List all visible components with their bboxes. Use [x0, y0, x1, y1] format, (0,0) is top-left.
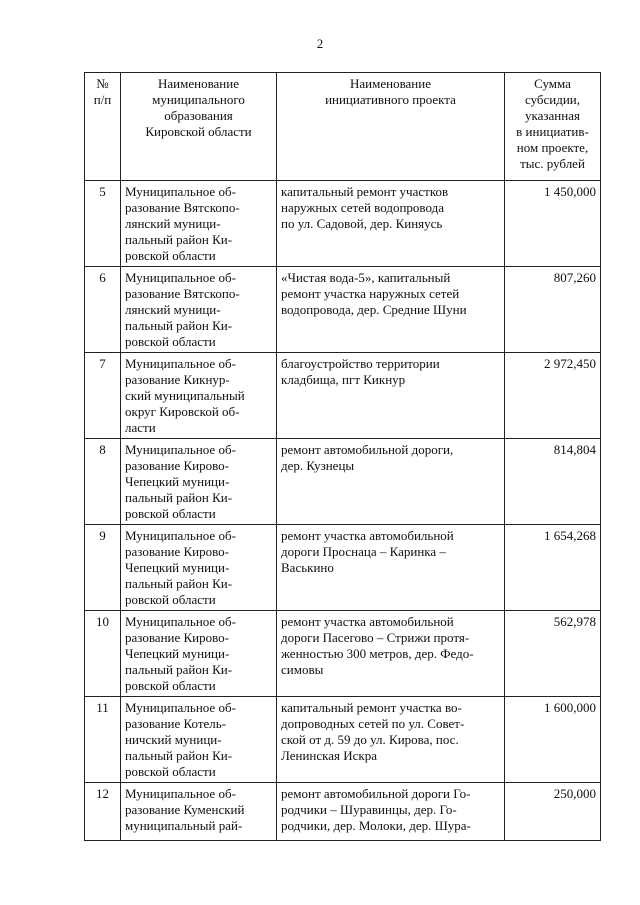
row-municipality: Муниципальное об- разование Вятскопо- лянский муници- пальный район Ки- ровской области: [121, 181, 277, 267]
row-number: 8: [85, 439, 121, 525]
header-number: № п/п: [85, 73, 121, 181]
table-row: [85, 525, 601, 611]
row-number: 6: [85, 267, 121, 353]
row-amount: 814,804: [505, 439, 601, 525]
table-row: [85, 353, 601, 439]
row-number: 9: [85, 525, 121, 611]
table-header-row: [85, 73, 601, 181]
table-row: [85, 439, 601, 525]
row-project: ремонт автомобильной дороги Го- родчики – Шуравинцы, дер. Го- родчики, дер. Молоки, дер. Шура-: [277, 783, 505, 841]
row-project: капитальный ремонт участков наружных сетей водопровода по ул. Садовой, дер. Киняусь: [277, 181, 505, 267]
row-municipality: Муниципальное об- разование Котель- ничский муници- пальный район Ки- ровской области: [121, 697, 277, 783]
row-amount: 1 600,000: [505, 697, 601, 783]
row-number: 5: [85, 181, 121, 267]
subsidy-table: [84, 72, 601, 841]
row-project: «Чистая вода-5», капитальный ремонт участка наружных сетей водопровода, дер. Средние Шуни: [277, 267, 505, 353]
table-row: [85, 783, 601, 841]
header-project: Наименование инициативного проекта: [277, 73, 505, 181]
row-amount: 1 450,000: [505, 181, 601, 267]
row-number: 11: [85, 697, 121, 783]
row-project: ремонт участка автомобильной дороги Проснаца – Каринка – Васькино: [277, 525, 505, 611]
table-row: [85, 697, 601, 783]
row-municipality: Муниципальное об- разование Кикнур- ский муниципальный округ Кировской об- ласти: [121, 353, 277, 439]
row-amount: 807,260: [505, 267, 601, 353]
row-project: капитальный ремонт участка во- допроводных сетей по ул. Совет- ской от д. 59 до ул. Кирова, пос. Ленинская Искра: [277, 697, 505, 783]
page-number: 2: [316, 36, 324, 51]
row-amount: 562,978: [505, 611, 601, 697]
row-number: 10: [85, 611, 121, 697]
row-number: 7: [85, 353, 121, 439]
row-amount: 2 972,450: [505, 353, 601, 439]
row-municipality: Муниципальное об- разование Кирово- Чепецкий муници- пальный район Ки- ровской области: [121, 611, 277, 697]
header-amount: Сумма субсидии, указанная в инициатив- ном проекте, тыс. рублей: [505, 73, 601, 181]
header-municipality: Наименование муниципального образования Кировской области: [121, 73, 277, 181]
row-project: ремонт участка автомобильной дороги Пасегово – Стрижи протя- женностью 300 метров, дер. Федо- симовы: [277, 611, 505, 697]
row-project: благоустройство территории кладбища, пгт Кикнур: [277, 353, 505, 439]
row-amount: 1 654,268: [505, 525, 601, 611]
row-municipality: Муниципальное об- разование Кирово- Чепецкий муници- пальный район Ки- ровской области: [121, 525, 277, 611]
row-amount: 250,000: [505, 783, 601, 841]
row-municipality: Муниципальное об- разование Куменский муниципальный рай-: [121, 783, 277, 841]
table-row: [85, 267, 601, 353]
row-municipality: Муниципальное об- разование Вятскопо- лянский муници- пальный район Ки- ровской области: [121, 267, 277, 353]
table-row: [85, 181, 601, 267]
table-row: [85, 611, 601, 697]
row-municipality: Муниципальное об- разование Кирово- Чепецкий муници- пальный район Ки- ровской области: [121, 439, 277, 525]
row-number: 12: [85, 783, 121, 841]
row-project: ремонт автомобильной дороги, дер. Кузнецы: [277, 439, 505, 525]
